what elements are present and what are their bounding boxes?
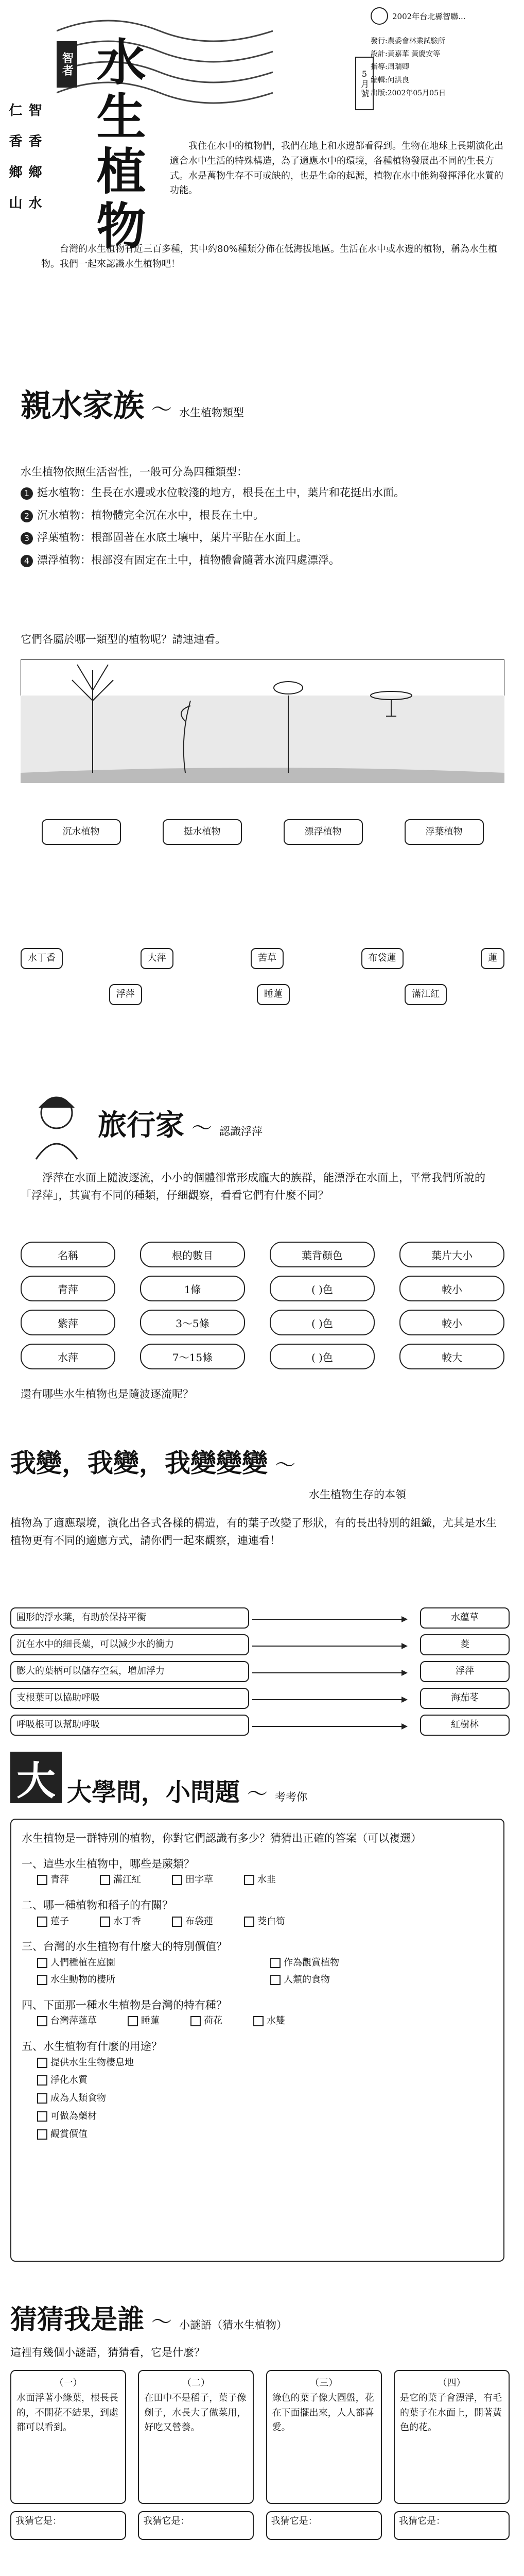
checkbox[interactable]: [190, 2016, 201, 2026]
checkbox[interactable]: [37, 1875, 47, 1885]
quiz-option[interactable]: 荷花: [190, 2014, 222, 2029]
answer-field[interactable]: 我猜它是：: [266, 2511, 382, 2540]
quiz-option[interactable]: 人類的食物: [270, 1973, 493, 1988]
vertical-slogan-1: 仁 香 鄉 山: [7, 103, 22, 210]
checkbox[interactable]: [100, 1875, 110, 1885]
family-title: 親水家族: [21, 388, 144, 424]
quiz-option[interactable]: 田字草: [172, 1873, 213, 1888]
quiz-box: [10, 1819, 504, 2262]
publisher-info: 發行:農委會林業試驗所 設計:黃嘉華 黃慶安等 指導:周瑞卿 編輯:何洪良 出版:2002年05月05日: [371, 37, 446, 97]
quiz-option[interactable]: 青萍: [37, 1873, 69, 1888]
change-matching: [10, 1607, 510, 1741]
checkbox[interactable]: [37, 1917, 47, 1927]
quiz-item: 五、水生植物有什麼的用途？ 提供水生生物棲息地 淨化水質 成為人類食物 可做為藥材 觀賞價值: [22, 2038, 493, 2142]
table-header: 葉片大小: [399, 1242, 504, 1267]
answer-box[interactable]: 布袋蓮: [361, 948, 404, 969]
masthead: [0, 0, 524, 330]
change-subtitle: 水生植物生存的本領: [309, 1488, 406, 1501]
quiz-option[interactable]: 水丁香: [100, 1914, 141, 1929]
checkbox[interactable]: [253, 2016, 264, 2026]
answer-box[interactable]: 水丁香: [21, 948, 63, 969]
family-question: 它們各屬於哪一類型的植物呢？請連連看。: [21, 633, 226, 646]
plant-box[interactable]: 紅樹林: [420, 1715, 510, 1736]
answer-box[interactable]: 大萍: [141, 948, 173, 969]
riddle-card: （一） 水面浮著小綠葉，根長長的，不開花不結果，到處都可以看到。 我猜它是：: [10, 2370, 126, 2540]
feature-box[interactable]: 圓形的浮水葉，有助於保持平衡: [10, 1607, 249, 1629]
checkbox[interactable]: [37, 2016, 47, 2026]
plant-box[interactable]: 海茄苳: [420, 1688, 510, 1709]
vertical-slogan-2: 智 香 鄉 水: [26, 103, 42, 210]
plant-box[interactable]: 浮萍: [420, 1661, 510, 1682]
answer-field[interactable]: 我猜它是：: [138, 2511, 254, 2540]
type-box[interactable]: 挺水植物: [163, 819, 242, 845]
checkbox[interactable]: [172, 1917, 182, 1927]
issue-date: 2002年台北縣智聯...: [392, 11, 466, 21]
quiz-option[interactable]: 成為人類食物: [37, 2091, 493, 2106]
quiz-big-char-block: 大: [10, 1752, 62, 1803]
checkbox[interactable]: [37, 2129, 47, 2140]
quiz-option[interactable]: 提供水生生物棲息地: [37, 2056, 493, 2071]
intro-paragraph-2: 台灣的水生植物有近三百多種，其中約80%種類分佈在低海拔地區。生活在水中或水邊的植物，稱為水生植物。我們一起來認識水生植物吧！: [41, 244, 498, 269]
quiz-option[interactable]: 茭白筍: [244, 1914, 285, 1929]
checkbox[interactable]: [37, 2058, 47, 2068]
table-header: 根的數目: [140, 1242, 245, 1267]
change-section: 我變，我變，我變變變 〜 水生植物生存的本領 植物為了適應環境，演化出各式各樣的構造，有的葉子改變了形狀，有的長出特別的組織，尤其是水生植物更有不同的適應方式，請你們一起來觀察，連連看！ 圓形的浮水葉，有助於保持平衡 水蘊草 沉在水中的細長葉，可以減少水的衝力 菱 膨大的葉柄可以儲存空氣，增加浮力 浮萍 支根葉可以協助呼吸 海茄苳 呼吸根可以幫助呼吸 紅樹林: [0, 1437, 524, 1726]
travel-section: 旅行家 〜 認識浮萍 浮萍在水面上隨波逐流，小小的個體卻常形成龐大的族群，能漂浮在水面上，平常我們所說的「浮萍」，其實有不同的種類，仔細觀察，看看它們有什麼不同？ 名稱 根的數目 葉背顏色 葉片大小 青萍 1條 ( )色 較小 紫萍 3～5條 ( )色 較小 水萍 7～15條 ( )色 較大 還有哪些水生植物也是隨波逐流呢？: [0, 1087, 524, 1417]
quiz-lead: 水生植物是一群特別的植物，你對它們認識有多少？猜猜出正確的答案（可以複選）: [22, 1832, 422, 1844]
quiz-option[interactable]: 淨化水質: [37, 2073, 493, 2088]
family-lead: 水生植物依照生活習性，一般可分為四種類型：: [21, 466, 248, 478]
traveler-icon: [21, 1087, 93, 1164]
color-blank[interactable]: ( )色: [270, 1276, 375, 1301]
checkbox[interactable]: [244, 1917, 254, 1927]
feature-box[interactable]: 膨大的葉柄可以儲存空氣，增加浮力: [10, 1661, 249, 1682]
feature-box[interactable]: 沉在水中的細長葉，可以減少水的衝力: [10, 1634, 249, 1655]
answer-box[interactable]: 睡蓮: [257, 984, 290, 1005]
table-header: 名稱: [21, 1242, 115, 1267]
checkbox[interactable]: [37, 2075, 47, 2086]
type-box[interactable]: 漂浮植物: [284, 819, 363, 845]
plant-box[interactable]: 菱: [420, 1634, 510, 1655]
quiz-option[interactable]: 布袋蓮: [172, 1914, 213, 1929]
quiz-option[interactable]: 作為觀賞植物: [270, 1956, 493, 1971]
answer-box[interactable]: 滿江紅: [405, 984, 447, 1005]
answer-box[interactable]: 蓮: [481, 948, 504, 969]
intro-paragraph: 我住在水中的植物們，我們在地上和水邊都看得到。生物在地球上長期演化出適合水中生活的特殊構造，為了適應水中的環境，各種植物發展出不同的生長方式。水是萬物生存不可或缺的，也是生命的起源，植物在水中能夠發揮淨化水質的功能。: [170, 141, 503, 196]
checkbox[interactable]: [270, 1958, 281, 1968]
color-blank[interactable]: ( )色: [270, 1310, 375, 1335]
answer-field[interactable]: 我猜它是：: [394, 2511, 510, 2540]
table-row: 紫萍 3～5條 ( )色 較小: [21, 1310, 504, 1335]
change-text: 植物為了適應環境，演化出各式各樣的構造，有的葉子改變了形狀，有的長出特別的組織，尤其是水生植物更有不同的適應方式，請你們一起來觀察，連連看！: [10, 1517, 497, 1547]
quiz-item: 二、哪一種植物和稻子的有關？ 蓮子 水丁香 布袋蓮 茭白筍: [22, 1897, 493, 1929]
table-header: 葉背顏色: [270, 1242, 375, 1267]
travel-question: 還有哪些水生植物也是隨波逐流呢？: [21, 1388, 194, 1400]
riddle-cards: [10, 2370, 510, 2540]
quiz-subtitle: 考考你: [275, 1791, 308, 1803]
riddle-card: （二） 在田中不是稻子，葉子像劍子，水長大了做菜用，好吃又營養。 我猜它是：: [138, 2370, 254, 2540]
plant-box[interactable]: 水蘊草: [420, 1607, 510, 1629]
quiz-item: 三、台灣的水生植物有什麼大的特別價值？ 人們種植在庭園 作為觀賞植物 水生動物的棲所 人類的食物: [22, 1938, 493, 1987]
checkbox[interactable]: [37, 1958, 47, 1968]
travel-title: 旅行家: [98, 1109, 184, 1142]
quiz-option[interactable]: 水生動物的棲所: [37, 1973, 260, 1988]
riddle-card: （三） 綠色的葉子像大圓盤，花在下面擺出來，人人都喜愛。 我猜它是：: [266, 2370, 382, 2540]
quiz-option[interactable]: 睡蓮: [128, 2014, 160, 2029]
riddle-subtitle: 小謎語（猜水生植物）: [179, 2319, 288, 2331]
type-list: [21, 484, 504, 574]
travel-text: 浮萍在水面上隨波逐流，小小的個體卻常形成龐大的族群，能漂浮在水面上，平常我們所說的「浮萍」，其實有不同的種類，仔細觀察，看看它們有什麼不同？: [21, 1172, 485, 1201]
quiz-option[interactable]: 水雙: [253, 2014, 285, 2029]
table-row: 水萍 7～15條 ( )色 較大: [21, 1344, 504, 1369]
issue-info: [371, 7, 520, 100]
school-logo-icon: [371, 7, 388, 25]
answer-field[interactable]: 我猜它是：: [10, 2511, 126, 2540]
quiz-option[interactable]: 人們種植在庭園: [37, 1956, 260, 1971]
riddle-title: 猜猜我是誰: [10, 2304, 145, 2335]
quiz-option[interactable]: 可做為藥材: [37, 2109, 493, 2124]
type-item: 4 漂浮植物：根部沒有固定在土中，植物體會隨著水流四處漂浮。: [21, 552, 504, 569]
date-tag: 5月號: [355, 57, 374, 110]
checkbox[interactable]: [100, 1917, 110, 1927]
type-item: 1 挺水植物：生長在水邊或水位較淺的地方，根長在土中，葉片和花挺出水面。: [21, 484, 504, 502]
quiz-title: 大學問，小問題: [67, 1778, 240, 1807]
travel-subtitle: 認識浮萍: [219, 1125, 263, 1138]
quiz-item: 一、這些水生植物中，哪些是蕨類？ 青萍 滿江紅 田字草 水韭: [22, 1856, 493, 1888]
quiz-option[interactable]: 滿江紅: [100, 1873, 141, 1888]
type-box[interactable]: 浮葉植物: [405, 819, 484, 845]
type-item: 2 沉水植物：植物體完全沉在水中，根長在土中。: [21, 507, 504, 524]
checkbox[interactable]: [37, 1975, 47, 1985]
riddle-card: （四） 是它的葉子會漂浮，有毛的葉子在水面上，開著黃色的花。 我猜它是：: [394, 2370, 510, 2540]
quiz-section: 大 大學問，小問題 〜 考考你 水生植物是一群特別的植物，你對它們認識有多少？猜猜出正確的答案（可以複選） 一、這些水生植物中，哪些是蕨類？ 青萍 滿江紅 田字草 水韭 二、哪一種植物和稻子的有關？ 蓮子 水丁香 布袋蓮 茭白筍 三、台灣的水生植物有什麼大的特別價值？ 人們種植在庭園 作為觀賞植物 水生動物的棲所 人類的食物 四、下面那一種水生植物是台灣的特有種？ 台灣萍蓬草 睡蓮 荷花 水雙 五、水生植物有什麼的用途？ 提供水生生物棲息地 淨化水質 成為人類食物 可做為藥材 觀賞價值: [0, 1752, 524, 2267]
page-title: 水生植物: [89, 36, 146, 255]
answer-box[interactable]: 苦草: [251, 948, 284, 969]
feature-box[interactable]: 呼吸根可以幫助呼吸: [10, 1715, 249, 1736]
change-title: 我變，我變，我變變變: [10, 1448, 268, 1478]
checkbox[interactable]: [270, 1975, 281, 1985]
matching-area: [21, 799, 504, 1056]
checkbox[interactable]: [172, 1875, 182, 1885]
quiz-option[interactable]: 觀賞價值: [37, 2127, 493, 2142]
traveler-illustration: [21, 1087, 93, 1164]
riddle-lead: 這裡有幾個小謎語，猜猜看，它是什麼？: [10, 2346, 205, 2359]
family-subtitle: 水生植物類型: [179, 406, 244, 419]
table-row: 青萍 1條 ( )色 較小: [21, 1276, 504, 1301]
checkbox[interactable]: [37, 2111, 47, 2122]
quiz-item: 四、下面那一種水生植物是台灣的特有種？ 台灣萍蓬草 睡蓮 荷花 水雙: [22, 1997, 493, 2029]
quiz-option[interactable]: 蓮子: [37, 1914, 69, 1929]
family-section: 親水家族 〜 水生植物類型 水生植物依照生活習性，一般可分為四種類型： 1 挺水植物：生長在水邊或水位較淺的地方，根長在土中，葉片和花挺出水面。 2 沉水植物：植物體完全沉在水中，根長在土中。 3 浮葉植物：根部固著在水底土壤中，葉片平貼在水面上。 4 漂浮植物：根部沒有固定在土中，植物體會隨著水流四處漂浮。 它們各屬於哪一類型的植物呢？請連連看。 沉水植物 挺水植物 漂浮植物 浮葉植物 水丁香 大萍 苦草 布袋蓮 蓮 浮萍 睡蓮 滿江紅: [0, 371, 524, 1061]
checkbox[interactable]: [37, 2093, 47, 2104]
feature-box[interactable]: 支根葉可以協助呼吸: [10, 1688, 249, 1709]
type-item: 3 浮葉植物：根部固著在水底土壤中，葉片平貼在水面上。: [21, 529, 504, 547]
type-box[interactable]: 沉水植物: [42, 819, 121, 845]
badge: 智者: [57, 41, 77, 88]
checkbox[interactable]: [128, 2016, 138, 2026]
color-blank[interactable]: ( )色: [270, 1344, 375, 1369]
checkbox[interactable]: [244, 1875, 254, 1885]
quiz-option[interactable]: 台灣萍蓬草: [37, 2014, 97, 2029]
duckweed-table: [21, 1242, 504, 1378]
pond-illustration: [21, 659, 504, 783]
quiz-option[interactable]: 水韭: [244, 1873, 276, 1888]
riddle-section: 猜猜我是誰 〜 小謎語（猜水生植物） 這裡有幾個小謎語，猜猜看，它是什麼？ （一） 水面浮著小綠葉，根長長的，不開花不結果，到處都可以看到。 我猜它是： （二） 在田中不是稻子，葉子像劍子，水長大了做菜用，好吃又營養。 我猜它是： （三） 綠色的葉子像大圓盤，花在下面擺出來，人人都喜愛。 我猜它是： （四） 是它的葉子會漂浮，有毛的葉子在水面上，開著黃色的花。 我猜它是：: [0, 2293, 524, 2576]
answer-box[interactable]: 浮萍: [109, 984, 142, 1005]
